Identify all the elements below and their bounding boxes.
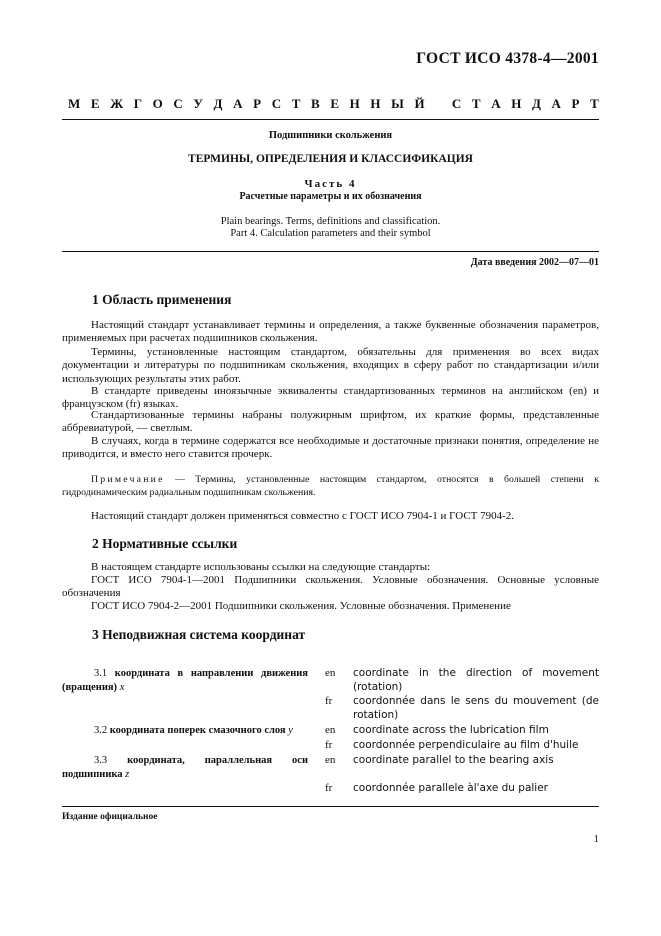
lang-en-label: en xyxy=(325,754,336,766)
term-3-1 xyxy=(62,667,308,694)
section2-para3: ГОСТ ИСО 7904-2—2001 Подшипники скольжения. Условные обозначения. Применение xyxy=(91,600,511,612)
lang-fr-label: fr xyxy=(325,782,333,794)
banner-letter: Н xyxy=(370,96,381,111)
interstate-standard-banner xyxy=(68,96,599,112)
lang-en-label: en xyxy=(325,724,336,736)
section1-para6: Настоящий стандарт должен применяться совместно с ГОСТ ИСО 7904-1 и ГОСТ 7904-2. xyxy=(91,510,515,522)
title-rule xyxy=(62,251,599,252)
banner-word-gap xyxy=(435,96,441,112)
banner-letter: Т xyxy=(291,96,301,111)
term-number: 3.1 xyxy=(94,668,108,679)
term-symbol: z xyxy=(125,768,130,780)
doc-title-subject: Подшипники скольжения xyxy=(268,130,393,141)
doc-subtitle: Расчетные параметры и их обозначения xyxy=(239,191,422,202)
term-3-3-en: coordinate parallel to the bearing axis xyxy=(353,754,554,766)
banner-letter: Н xyxy=(511,96,522,111)
lang-fr-label: fr xyxy=(325,695,333,707)
section1-note xyxy=(62,473,599,499)
banner-letter: А xyxy=(233,96,243,111)
term-3-2-fr: coordonnée perpendiculaire au film d'huile xyxy=(353,739,579,751)
banner-letter: Е xyxy=(330,96,339,111)
english-title-line2: Part 4. Calculation parameters and their symbol xyxy=(230,228,431,239)
official-edition-label: Издание официальное xyxy=(62,812,158,822)
footer-rule xyxy=(62,806,599,807)
term-name: координата, параллельная оси подшипника xyxy=(62,755,308,780)
term-3-1-fr: coordonnée dans le sens du mouvement (de rotation) xyxy=(353,695,599,721)
banner-letter: Р xyxy=(571,96,580,111)
note-text: — Термины, установленные настоящим стандартом, относятся в большей степени к гидродинамическим радиальным подшипникам скольжения. xyxy=(62,474,599,498)
section2-para1: В настоящем стандарте использованы ссылки на следующие стандарты: xyxy=(91,561,431,573)
term-number: 3.3 xyxy=(94,755,108,766)
section1-para3: В стандарте приведены иноязычные эквиваленты стандартизованных терминов на английском (en) и французском (fr) языках. xyxy=(62,385,599,411)
doc-part-label: Часть 4 xyxy=(304,178,357,190)
lang-fr-label: fr xyxy=(325,739,333,751)
banner-letter: Н xyxy=(349,96,360,111)
banner-letter: Т xyxy=(590,96,599,111)
banner-letter: У xyxy=(193,96,203,111)
section2-para2: ГОСТ ИСО 7904-1—2001 Подшипники скольжения. Условные обозначения. Основные условные обозначения xyxy=(62,574,599,600)
banner-letter: С xyxy=(173,96,183,111)
banner-letter: Г xyxy=(133,96,142,111)
banner-letter: В xyxy=(311,96,320,111)
banner-letter: С xyxy=(271,96,282,111)
banner-letter: Д xyxy=(213,96,223,111)
section1-para1: Настоящий стандарт устанавливает термины и определения, а также буквенные обозначения параметров, применяемых при расчетах подшипников скольжения. xyxy=(62,319,599,345)
banner-letter: А xyxy=(551,96,561,111)
section1-para2: Термины, установленные настоящим стандартом, обязательны для применения во всех видах документации и литературы по подшипникам скольжения, входящих в сферу работ по стандартизации и/или использующих результаты этих работ. xyxy=(62,346,599,385)
term-3-2 xyxy=(62,724,308,738)
page-number: 1 xyxy=(593,833,599,845)
section3-heading: 3 Неподвижная система координат xyxy=(92,627,306,642)
section1-para4: Стандартизованные термины набраны полужирным шрифтом, их краткие формы, представленные аббревиатурой, — светлым. xyxy=(62,409,599,435)
doc-title-main: ТЕРМИНЫ, ОПРЕДЕЛЕНИЯ И КЛАССИФИКАЦИЯ xyxy=(188,153,473,165)
banner-letter: Ы xyxy=(391,96,404,111)
term-name: координата поперек смазочного слоя xyxy=(109,725,286,736)
note-label: Примечание xyxy=(91,474,165,485)
banner-letter: Е xyxy=(90,96,100,111)
banner-letter: М xyxy=(68,96,81,111)
banner-letter: О xyxy=(152,96,163,111)
term-3-2-en: coordinate across the lubrication film xyxy=(353,724,549,736)
term-3-3-fr: coordonnée parallele àl'axe du palier xyxy=(353,782,548,794)
section1-heading: 1 Область применения xyxy=(92,292,232,307)
banner-letter: Й xyxy=(414,96,425,111)
term-symbol: y xyxy=(288,725,293,736)
term-name: координата в направлении движения (вращения) xyxy=(62,668,308,693)
banner-letter: А xyxy=(491,96,501,111)
term-3-1-en: coordinate in the direction of movement (rotation) xyxy=(353,667,599,693)
banner-letter: Р xyxy=(253,96,262,111)
section2-heading: 2 Нормативные ссылки xyxy=(92,536,238,551)
date-of-introduction: Дата введения 2002—07—01 xyxy=(470,257,599,268)
header-rule xyxy=(62,119,599,120)
term-symbol: x xyxy=(119,681,125,693)
banner-letter: Д xyxy=(531,96,541,111)
banner-letter: Ж xyxy=(110,96,124,111)
term-number: 3.2 xyxy=(94,725,108,736)
banner-letter: С xyxy=(451,96,462,111)
lang-en-label: en xyxy=(325,667,336,679)
english-title-line1: Plain bearings. Terms, definitions and classification. xyxy=(220,216,441,227)
banner-letter: Т xyxy=(471,96,481,111)
gost-number: ГОСТ ИСО 4378-4—2001 xyxy=(416,50,599,67)
term-3-3 xyxy=(62,754,308,781)
section1-para5: В случаях, когда в термине содержатся все необходимые и достаточные признаки понятия, определение не приводится, и вместо него ставится прочерк. xyxy=(62,435,599,461)
